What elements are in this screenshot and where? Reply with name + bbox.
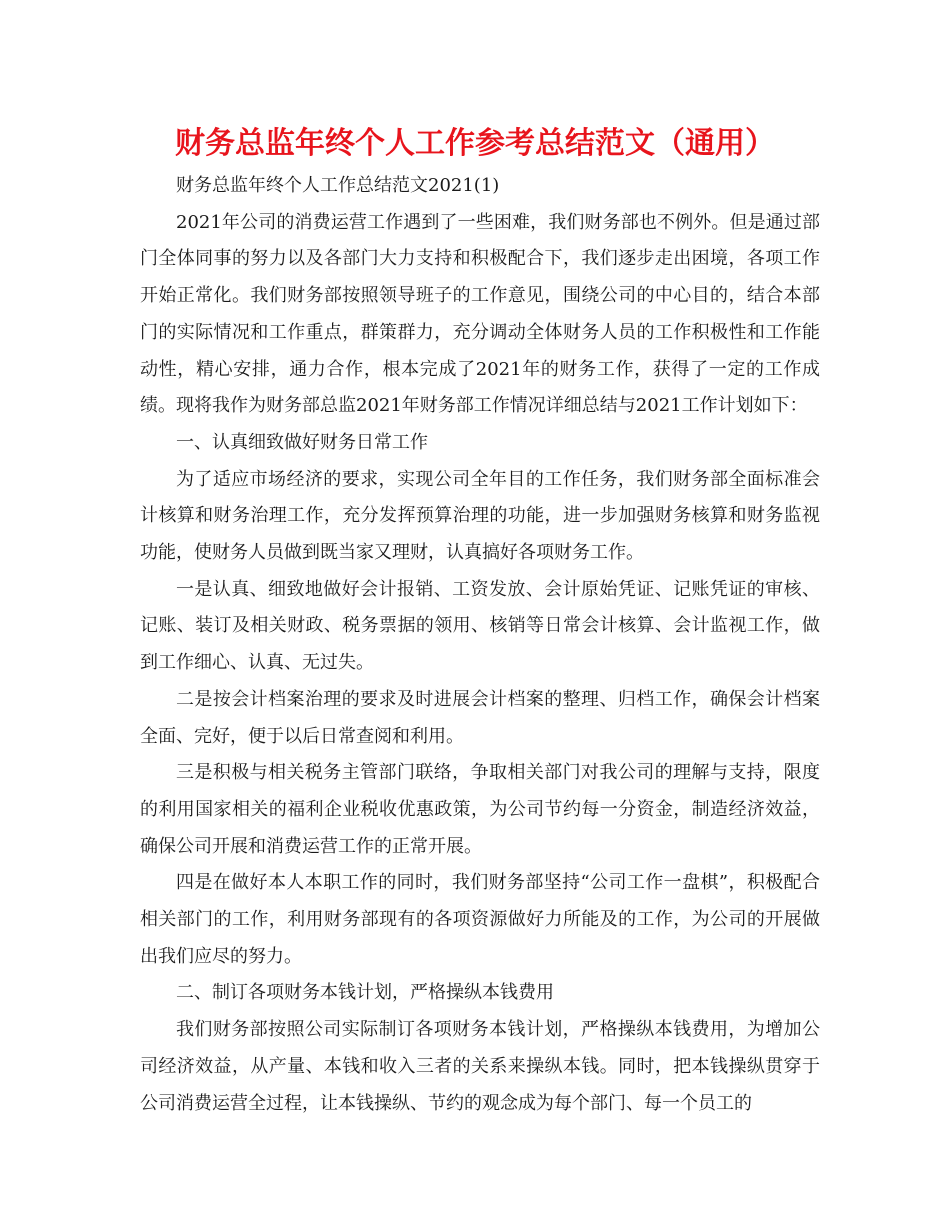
paragraph-subtitle: 财务总监年终个人工作总结范文2021(1) xyxy=(176,175,500,196)
document-body xyxy=(140,168,820,1122)
section-heading-2: 二、制订各项财务本钱计划，严格操纵本钱费用 xyxy=(176,982,554,1004)
section-heading-1: 一、认真细致做好财务日常工作 xyxy=(176,431,428,453)
paragraph: 一是认真、细致地做好会计报销、工资发放、会计原始凭证、记账凭证的审核、记账、装订及相关财政、税务票据的领用、核销等日常会计核算、会计监视工作，做到工作细心、认真、无过失。 xyxy=(140,578,820,674)
paragraph-intro: 2021年公司的消费运营工作遇到了一些困难，我们财务部也不例外。但是通过部门全体同事的努力以及各部门大力支持和积极配合下，我们逐步走出困境，各项工作开始正常化。我们财务部按照领导班子的工作意见，围绕公司的中心目的，结合本部门的实际情况和工作重点，群策群力，充分调动全体财务人员的工作积极性和工作能动性，精心安排，通力合作，根本完成了2021年的财务工作，获得了一定的工作成绩。现将我作为财务部总监2021年财务部工作情况详细总结与2021工作计划如下： xyxy=(140,211,820,417)
paragraph: 三是积极与相关税务主管部门联络，争取相关部门对我公司的理解与支持，限度的利用国家相关的福利企业税收优惠政策，为公司节约每一分资金，制造经济效益，确保公司开展和消费运营工作的正常开展。 xyxy=(140,762,820,857)
paragraph: 四是在做好本人本职工作的同时，我们财务部坚持“公司工作一盘棋”，积极配合相关部门的工作，利用财务部现有的各项资源做好力所能及的工作，为公司的开展做出我们应尽的努力。 xyxy=(140,872,820,967)
paragraph: 为了适应市场经济的要求，实现公司全年目的工作任务，我们财务部全面标准会计核算和财务治理工作，充分发挥预算治理的功能，进一步加强财务核算和财务监视功能，使财务人员做到既当家又理财，认真搞好各项财务工作。 xyxy=(140,468,820,564)
paragraph: 我们财务部按照公司实际制订各项财务本钱计划，严格操纵本钱费用，为增加公司经济效益，从产量、本钱和收入三者的关系来操纵本钱。同时，把本钱操纵贯穿于公司消费运营全过程，让本钱操纵、节约的观念成为每个部门、每一个员工的 xyxy=(140,1019,820,1114)
document-title: 财务总监年终个人工作参考总结范文（通用） xyxy=(175,126,775,161)
paragraph: 二是按会计档案治理的要求及时进展会计档案的整理、归档工作，确保会计档案全面、完好，便于以后日常查阅和利用。 xyxy=(140,688,820,747)
